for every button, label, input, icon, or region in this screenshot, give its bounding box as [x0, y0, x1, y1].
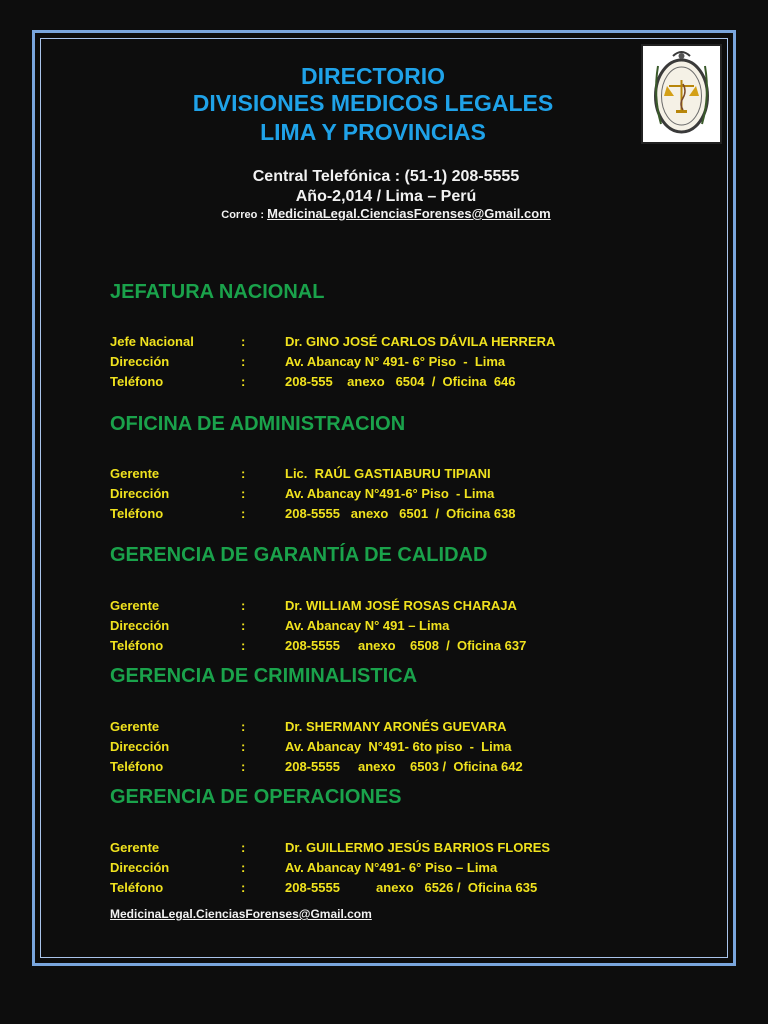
central-phone: Central Telefónica : (51-1) 208-5555	[252, 168, 520, 185]
info-row	[110, 704, 507, 734]
row-colon: :	[241, 860, 246, 875]
section-title-administracion: OFICINA DE ADMINISTRACION	[110, 413, 406, 435]
row-colon: :	[241, 759, 246, 774]
info-row	[110, 451, 491, 481]
info-row	[110, 319, 556, 349]
section-title-jefatura: JEFATURA NACIONAL	[110, 281, 325, 303]
row-value: Av. Abancay N° 491 – Lima	[285, 618, 450, 633]
section-title-operaciones: GERENCIA DE OPERACIONES	[110, 786, 402, 808]
row-label: Gerente	[110, 840, 160, 855]
directory-subtitle: DIVISIONES MEDICOS LEGALES	[192, 90, 554, 116]
row-colon: :	[241, 719, 246, 734]
row-label: Teléfono	[110, 374, 164, 389]
row-label: Teléfono	[110, 759, 164, 774]
row-label: Dirección	[110, 860, 170, 875]
row-colon: :	[241, 739, 246, 754]
row-label: Teléfono	[110, 506, 164, 521]
correo-label: Correo :	[221, 209, 268, 221]
correo-line	[130, 206, 642, 221]
row-value: Av. Abancay N°491- 6° Piso – Lima	[285, 860, 498, 875]
institution-seal-logo	[641, 44, 722, 144]
row-label: Gerente	[110, 719, 160, 734]
row-value: 208-5555 anexo 6501 / Oficina 638	[285, 506, 516, 521]
row-colon: :	[241, 486, 246, 501]
row-value: 208-5555 anexo 6508 / Oficina 637	[285, 638, 527, 653]
scales-of-justice-seal-icon	[643, 46, 720, 142]
year-place: Año-2,014 / Lima – Perú	[295, 188, 477, 205]
row-colon: :	[241, 618, 246, 633]
row-colon: :	[241, 598, 246, 613]
row-colon: :	[241, 506, 246, 521]
row-value: Dr. GUILLERMO JESÚS BARRIOS FLORES	[285, 840, 551, 855]
row-label: Gerente	[110, 598, 160, 613]
row-value: Av. Abancay N°491-6° Piso - Lima	[285, 486, 495, 501]
footer-email-link[interactable]: MedicinaLegal.CienciasForenses@Gmail.com	[110, 907, 372, 921]
row-label: Dirección	[110, 486, 170, 501]
row-label: Dirección	[110, 354, 170, 369]
row-label: Teléfono	[110, 638, 164, 653]
correo-email-link[interactable]: MedicinaLegal.CienciasForenses@Gmail.com	[267, 206, 551, 221]
row-value: 208-555 anexo 6504 / Oficina 646	[285, 374, 516, 389]
row-label: Dirección	[110, 739, 170, 754]
row-value: Lic. RAÚL GASTIABURU TIPIANI	[285, 466, 491, 481]
row-colon: :	[241, 354, 246, 369]
row-value: Av. Abancay N°491- 6to piso - Lima	[285, 739, 512, 754]
row-value: Dr. WILLIAM JOSÉ ROSAS CHARAJA	[285, 598, 517, 613]
row-colon: :	[241, 334, 246, 349]
section-title-calidad: GERENCIA DE GARANTÍA DE CALIDAD	[110, 544, 488, 566]
info-row	[110, 825, 551, 855]
row-value: Dr. GINO JOSÉ CARLOS DÁVILA HERRERA	[285, 334, 556, 349]
row-value: 208-5555 anexo 6526 / Oficina 635	[285, 880, 538, 895]
section-title-criminalistica: GERENCIA DE CRIMINALISTICA	[110, 665, 418, 687]
row-label: Jefe Nacional	[110, 334, 194, 349]
info-row	[110, 583, 517, 613]
row-label: Teléfono	[110, 880, 164, 895]
row-label: Dirección	[110, 618, 170, 633]
row-colon: :	[241, 638, 246, 653]
row-colon: :	[241, 466, 246, 481]
row-label: Gerente	[110, 466, 160, 481]
directory-region: LIMA Y PROVINCIAS	[260, 119, 486, 145]
row-value: 208-5555 anexo 6503 / Oficina 642	[285, 759, 523, 774]
row-colon: :	[241, 880, 246, 895]
row-colon: :	[241, 840, 246, 855]
directory-title: DIRECTORIO	[301, 63, 445, 89]
row-colon: :	[241, 374, 246, 389]
row-value: Dr. SHERMANY ARONÉS GUEVARA	[285, 719, 507, 734]
row-value: Av. Abancay N° 491- 6° Piso - Lima	[285, 354, 506, 369]
